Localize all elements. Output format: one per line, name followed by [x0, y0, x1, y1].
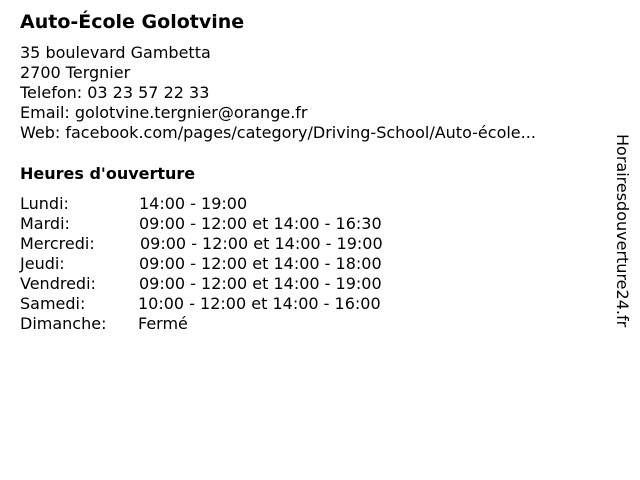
- hours-row-saturday: [20, 294, 440, 314]
- opening-hours-table: [20, 194, 440, 334]
- hours-value: Fermé: [138, 314, 188, 333]
- day-label: Dimanche:: [20, 314, 107, 333]
- phone-number: Telefon: 03 23 57 22 33: [20, 83, 210, 102]
- day-label: Mardi:: [20, 214, 70, 233]
- contact-block: [20, 43, 536, 143]
- hours-row-thursday: [20, 254, 440, 274]
- hours-row-friday: [20, 274, 440, 294]
- hours-value: 09:00 - 12:00 et 14:00 - 19:00: [140, 234, 383, 253]
- hours-value: 14:00 - 19:00: [139, 194, 248, 213]
- hours-row-wednesday: [20, 234, 440, 254]
- opening-hours-heading: Heures d'ouverture: [20, 164, 196, 183]
- day-label: Lundi:: [20, 194, 69, 213]
- day-label: Jeudi:: [20, 254, 65, 273]
- day-label: Vendredi:: [20, 274, 96, 293]
- hours-row-sunday: [20, 314, 440, 334]
- hours-value: 09:00 - 12:00 et 14:00 - 18:00: [139, 254, 382, 273]
- site-brand-watermark: Horairesdouverture24.fr: [613, 134, 632, 328]
- day-label: Mercredi:: [20, 234, 95, 253]
- business-name: Auto-École Golotvine: [20, 11, 245, 33]
- street-address: 35 boulevard Gambetta: [20, 43, 211, 62]
- city-postal-code: 2700 Tergnier: [20, 63, 131, 82]
- hours-row-monday: [20, 194, 440, 214]
- hours-value: 09:00 - 12:00 et 14:00 - 19:00: [139, 274, 382, 293]
- email-address: Email: golotvine.tergnier@orange.fr: [20, 103, 308, 122]
- website-link: Web: facebook.com/pages/category/Driving-School/Auto-école...: [20, 123, 536, 142]
- day-label: Samedi:: [20, 294, 86, 313]
- hours-value: 09:00 - 12:00 et 14:00 - 16:30: [139, 214, 382, 233]
- hours-row-tuesday: [20, 214, 440, 234]
- hours-value: 10:00 - 12:00 et 14:00 - 16:00: [138, 294, 381, 313]
